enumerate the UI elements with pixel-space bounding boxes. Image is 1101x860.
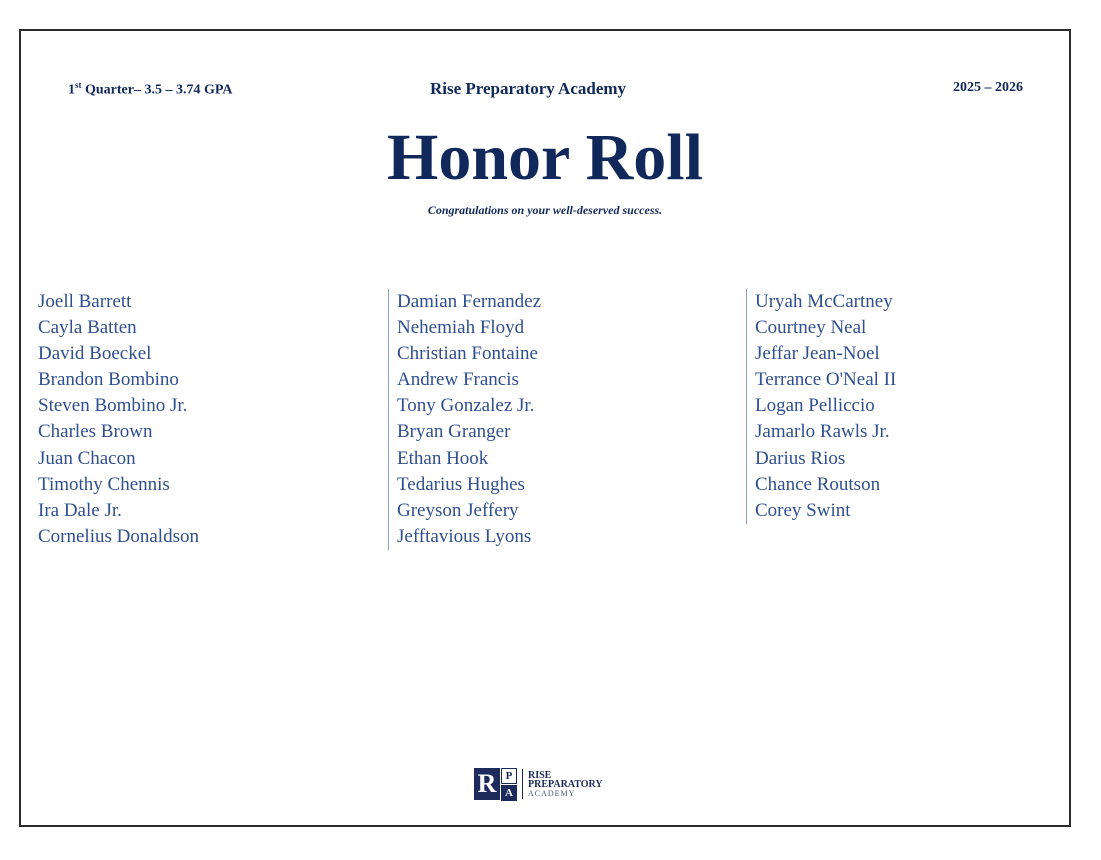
student-name: Terrance O'Neal II bbox=[755, 369, 897, 391]
student-name: Tedarius Hughes bbox=[397, 473, 525, 495]
logo-line-preparatory: PREPARATORY bbox=[528, 778, 603, 790]
names-column-3 bbox=[746, 289, 896, 524]
names-column-2 bbox=[388, 289, 541, 550]
quarter-gpa-label: 1st Quarter– 3.5 – 3.74 GPA bbox=[68, 80, 233, 98]
student-name: Ethan Hook bbox=[397, 447, 489, 469]
student-name: Andrew Francis bbox=[397, 369, 519, 391]
student-name: Brandon Bombino bbox=[38, 369, 179, 391]
student-name: Charles Brown bbox=[38, 421, 153, 443]
student-name: Darius Rios bbox=[755, 447, 846, 469]
logo-p-letter: P bbox=[501, 768, 517, 784]
page-title: Honor Roll bbox=[387, 121, 703, 194]
logo-line-rise: RISE bbox=[528, 769, 552, 781]
student-name: Jamarlo Rawls Jr. bbox=[755, 421, 890, 443]
logo-a-letter: A bbox=[501, 785, 517, 801]
student-name: Cornelius Donaldson bbox=[38, 525, 199, 547]
student-name: Cayla Batten bbox=[38, 317, 137, 339]
student-name: Jeffar Jean-Noel bbox=[755, 343, 880, 365]
student-name: Joell Barrett bbox=[38, 291, 132, 312]
student-name: Chance Routson bbox=[755, 473, 881, 495]
student-name: Tony Gonzalez Jr. bbox=[397, 395, 535, 417]
student-name: Courtney Neal bbox=[755, 317, 867, 339]
student-name: Nehemiah Floyd bbox=[397, 317, 525, 339]
student-name: Jefftavious Lyons bbox=[397, 525, 532, 547]
school-year: 2025 – 2026 bbox=[953, 80, 1023, 95]
page-subtitle: Congratulations on your well-deserved success. bbox=[427, 203, 663, 217]
student-name: Timothy Chennis bbox=[38, 473, 170, 495]
student-name: Uryah McCartney bbox=[755, 291, 893, 312]
logo-pa-mark bbox=[501, 768, 517, 800]
student-name: Bryan Granger bbox=[397, 421, 511, 443]
student-name: Juan Chacon bbox=[38, 447, 136, 469]
student-name: Steven Bombino Jr. bbox=[38, 395, 188, 417]
logo-r-mark: R bbox=[474, 768, 500, 800]
school-name: Rise Preparatory Academy bbox=[429, 79, 627, 98]
student-name: Christian Fontaine bbox=[397, 343, 538, 365]
logo-wordmark bbox=[528, 771, 603, 798]
student-name: Logan Pelliccio bbox=[755, 395, 875, 417]
student-name: Greyson Jeffery bbox=[397, 499, 519, 521]
names-column-1 bbox=[38, 289, 199, 550]
student-name: David Boeckel bbox=[38, 343, 152, 365]
student-name: Ira Dale Jr. bbox=[38, 499, 122, 521]
logo-line-academy: ACADEMY bbox=[528, 788, 576, 798]
student-name: Damian Fernandez bbox=[397, 291, 542, 312]
logo-divider bbox=[522, 769, 523, 799]
school-logo bbox=[474, 768, 603, 800]
student-name: Corey Swint bbox=[755, 499, 851, 521]
